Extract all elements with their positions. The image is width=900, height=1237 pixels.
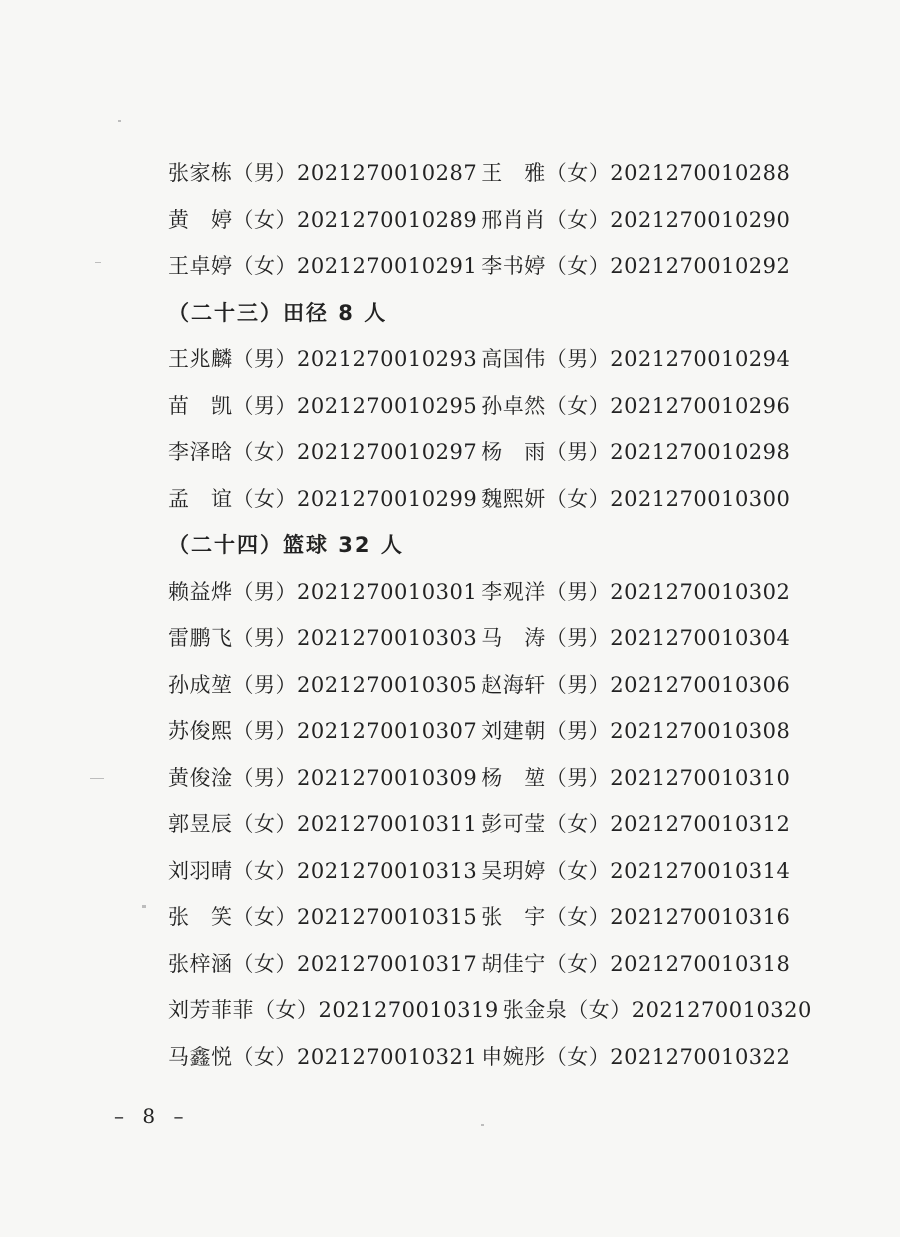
roster-entry: 吴玥婷（女）2021270010314 [481, 858, 791, 883]
roster-entry: 雷鹏飞（男）2021270010303 [168, 626, 478, 650]
roster-row [168, 383, 791, 430]
roster-entry: 王卓婷（女）2021270010291 [168, 254, 478, 278]
roster-entry: 赖益烨（男）2021270010301 [168, 579, 478, 604]
roster-row [168, 429, 791, 476]
roster-entry: 孟 谊（女）2021270010299 [168, 486, 478, 511]
roster-row [168, 941, 791, 988]
roster-entry: 刘芳菲菲（女）2021270010319 [168, 998, 499, 1022]
roster-row [168, 615, 791, 662]
roster-row [168, 197, 791, 244]
roster-entry: 赵海轩（男）2021270010306 [481, 672, 791, 697]
roster-row [168, 894, 791, 941]
scan-speck [90, 778, 104, 779]
roster-entry: 郭昱辰（女）2021270010311 [168, 812, 478, 836]
roster-entry: 张家栋（男）2021270010287 [168, 161, 478, 185]
roster-row [168, 848, 791, 895]
roster-entry: 刘建朝（男）2021270010308 [481, 719, 791, 743]
scan-speck [118, 120, 121, 122]
roster-entry: 魏熙妍（女）2021270010300 [481, 486, 791, 511]
roster-content [168, 150, 812, 1080]
roster-entry: 马 涛（男）2021270010304 [481, 626, 791, 650]
roster-entry: 张 笑（女）2021270010315 [168, 905, 478, 929]
roster-entry: 彭可莹（女）2021270010312 [481, 812, 791, 836]
roster-entry: 杨 堃（男）2021270010310 [481, 765, 791, 790]
roster-entry: 李观洋（男）2021270010302 [481, 579, 791, 604]
roster-entry: 邢肖肖（女）2021270010290 [481, 207, 791, 232]
roster-entry: 李泽晗（女）2021270010297 [168, 440, 478, 464]
roster-row [168, 1034, 791, 1081]
roster-entry: 马鑫悦（女）2021270010321 [168, 1044, 478, 1069]
roster-entry: 李书婷（女）2021270010292 [481, 254, 791, 278]
roster-row [168, 801, 791, 848]
section-basketball [168, 522, 812, 1080]
roster-entry: 张梓涵（女）2021270010317 [168, 951, 478, 976]
roster-entry: 孙成堃（男）2021270010305 [168, 672, 478, 697]
roster-entry: 苏俊熙（男）2021270010307 [168, 719, 478, 743]
roster-entry: 高国伟（男）2021270010294 [481, 347, 791, 371]
roster-entry: 张 宇（女）2021270010316 [481, 905, 791, 929]
roster-row [168, 150, 791, 197]
roster-row [168, 755, 791, 802]
section-roster-continued [168, 150, 791, 290]
roster-entry: 苗 凯（男）2021270010295 [168, 393, 478, 418]
section-track-and-field [168, 290, 791, 523]
roster-entry: 王 雅（女）2021270010288 [481, 161, 791, 185]
roster-row [168, 336, 791, 383]
roster-entry: 王兆麟（男）2021270010293 [168, 347, 478, 371]
roster-entry: 黄俊淦（男）2021270010309 [168, 765, 478, 790]
roster-row [168, 987, 812, 1034]
roster-entry: 孙卓然（女）2021270010296 [481, 393, 791, 418]
roster-entry: 刘羽晴（女）2021270010313 [168, 858, 478, 883]
roster-entry: 申婉彤（女）2021270010322 [481, 1044, 791, 1069]
roster-row [168, 243, 791, 290]
section-heading: （二十四）篮球 32 人 [168, 533, 404, 557]
roster-row [168, 662, 791, 709]
scan-speck [142, 905, 146, 908]
scan-speck [481, 1124, 484, 1126]
scan-speck [95, 262, 101, 263]
roster-entry: 杨 雨（男）2021270010298 [481, 440, 791, 464]
roster-row [168, 708, 791, 755]
roster-entry: 胡佳宁（女）2021270010318 [481, 951, 791, 976]
roster-row [168, 476, 791, 523]
page-number: – 8 – [114, 1104, 190, 1128]
roster-row [168, 569, 791, 616]
roster-entry: 张金泉（女）2021270010320 [502, 998, 812, 1022]
section-heading: （二十三）田径 8 人 [168, 300, 388, 325]
roster-entry: 黄 婷（女）2021270010289 [168, 207, 478, 232]
